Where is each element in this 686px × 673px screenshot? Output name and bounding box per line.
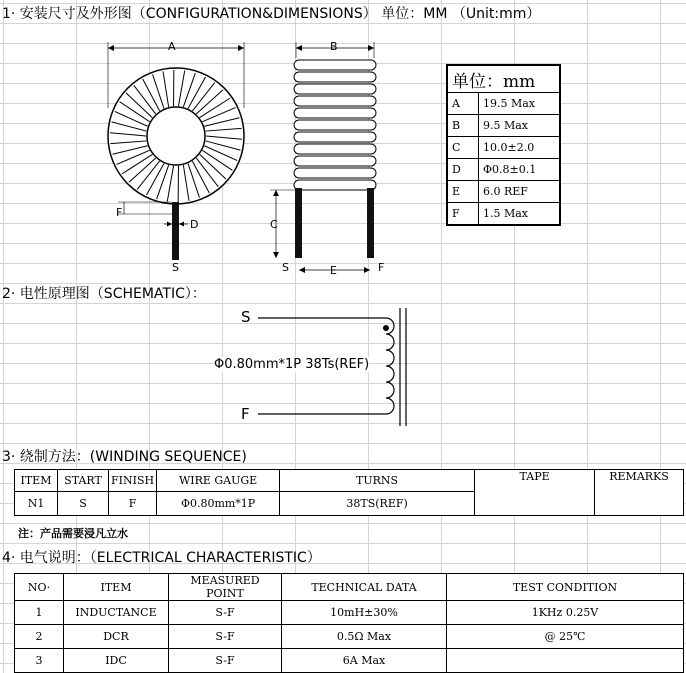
electrical-cell: 1 [15,601,64,625]
toroid-top-view-drawing [98,38,258,278]
winding-header-cell: FINISH [109,470,157,492]
winding-cell: 38TS(REF) [280,492,475,516]
spec-key: C [447,137,479,159]
spec-key: F [447,203,479,226]
electrical-header-cell: ITEM [64,574,169,601]
lead-label-s-top: S [172,261,179,274]
lead-label-s-side: S [282,261,289,274]
spec-value: 6.0 REF [479,181,561,203]
section-3-title: 3· 绕制方法：(WINDING SEQUENCE) [2,446,247,466]
lead-label-f-side: F [378,261,384,274]
electrical-header-cell: TEST CONDITION [447,574,684,601]
winding-header-cell: ITEM [15,470,58,492]
dim-label-e: E [330,264,337,277]
spec-value: 1.5 Max [479,203,561,226]
section-1-title: 1· 安装尺寸及外形图（CONFIGURATION&DIMENSIONS） 单位：MM （Unit:mm） [2,3,540,23]
electrical-cell [447,649,684,673]
spec-value: 10.0±2.0 [479,137,561,159]
schematic-wire-spec: Φ0.80mm*1P 38Ts(REF) [214,357,369,372]
section-2-title: 2· 电性原理图（SCHEMATIC）： [2,283,206,303]
spec-value: Φ0.8±0.1 [479,159,561,181]
dim-label-a: A [168,40,176,53]
electrical-cell: 10mH±30% [282,601,447,625]
winding-cell: S [58,492,109,516]
winding-cell: Φ0.80mm*1P [157,492,280,516]
toroid-side-view-drawing [266,38,396,278]
spec-key: D [447,159,479,181]
electrical-cell: @ 25℃ [447,625,684,649]
dim-label-f: F [116,206,122,219]
electrical-header-cell: MEASURED POINT [169,574,282,601]
winding-cell: N1 [15,492,58,516]
electrical-table [14,573,684,673]
section-4-title: 4· 电气说明：（ELECTRICAL CHARACTERISTIC） [2,547,321,567]
spec-key: E [447,181,479,203]
electrical-cell: IDC [64,649,169,673]
electrical-cell: 2 [15,625,64,649]
electrical-cell: S-F [169,601,282,625]
electrical-cell: S-F [169,625,282,649]
winding-cell: F [109,492,157,516]
dimension-spec-table [446,64,561,226]
dim-label-d: D [190,218,198,231]
schematic-start-label: S [241,308,251,326]
schematic-finish-label: F [241,405,250,423]
dim-label-c: C [270,218,278,231]
electrical-header-cell: TECHNICAL DATA [282,574,447,601]
electrical-cell: S-F [169,649,282,673]
electrical-cell: 3 [15,649,64,673]
spec-key: B [447,115,479,137]
winding-header-cell: START [58,470,109,492]
winding-header-cell: WIRE GAUGE [157,470,280,492]
electrical-cell: DCR [64,625,169,649]
electrical-cell: INDUCTANCE [64,601,169,625]
winding-header-cell: TURNS [280,470,475,492]
electrical-cell: 1KHz 0.25V [447,601,684,625]
note-text: 注：产品需要浸凡立水 [18,525,128,541]
dim-label-b: B [330,40,338,53]
electrical-cell: 0.5Ω Max [282,625,447,649]
winding-header-cell: REMARKS [595,470,684,516]
spec-value: 9.5 Max [479,115,561,137]
spec-value: 19.5 Max [479,93,561,115]
electrical-cell: 6A Max [282,649,447,673]
winding-table [14,469,684,516]
winding-header-cell: TAPE [475,470,595,516]
spec-key: A [447,93,479,115]
electrical-header-cell: NO· [15,574,64,601]
spec-unit-header: 单位：mm [447,65,560,93]
